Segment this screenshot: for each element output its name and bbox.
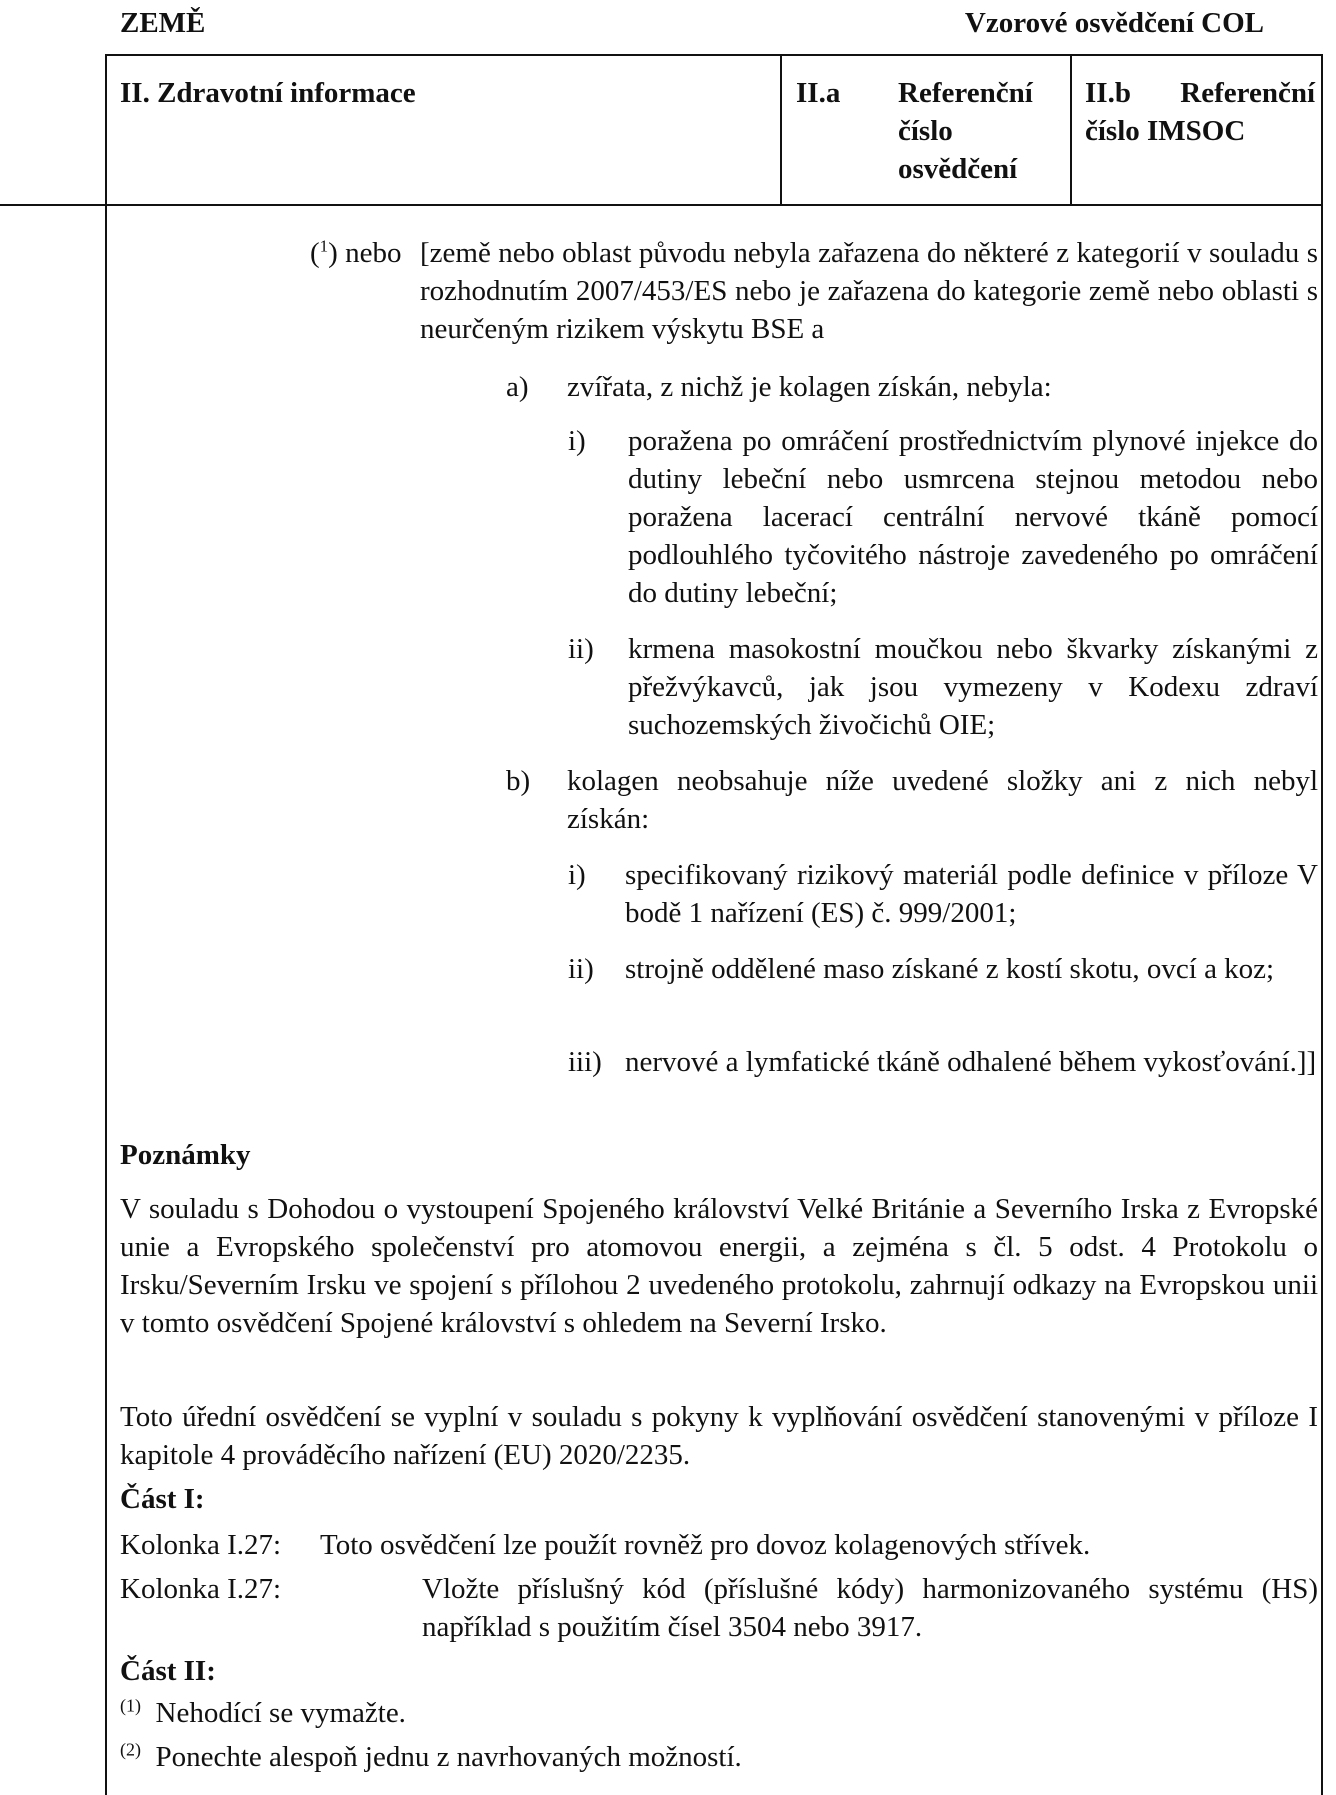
table-header-bottom-border [0, 204, 1323, 206]
part-1-row-2-label: Kolonka I.27: [120, 1573, 282, 1605]
footnote-ref-1: 1 [319, 236, 329, 256]
part-1-row-1-label: Kolonka I.27: [120, 1529, 282, 1561]
option-prefix: ($^1$) nebo [310, 236, 402, 269]
item-a-ii-label: ii) [568, 633, 594, 665]
column-b-divider [1070, 54, 1072, 206]
column-b-number: II.b [1085, 77, 1131, 109]
section-title: II. Zdravotní informace [120, 77, 416, 109]
item-a-i-label: i) [568, 425, 586, 457]
part-1-heading: Část I: [120, 1483, 205, 1515]
item-a-i-text: poražena po omráčení prostřednictvím plynové injekce do dutiny lebeční nebo usmrcena stejnou metodou nebo poražena lacerací centrální nervové tkáně pomocí podlouhlého tyčovitého nástroje zavedeného po omráčení do dutiny lebeční; [628, 425, 1318, 609]
option-text: [země nebo oblast původu nebyla zařazena do některé z kategorií v souladu s rozhodnutím 2007/453/ES nebo je zařazena do kategorie země nebo oblasti s neurčeným rizikem výskytu BSE a [420, 237, 1318, 345]
notes-paragraph-2: Toto úřední osvědčení se vyplní v souladu s pokyny k vyplňování osvědčení stanovenými v příloze I kapitole 4 prováděcího nařízení (EU) 2020/2235. [120, 1401, 1318, 1471]
item-b-i-label: i) [568, 859, 586, 891]
column-b-label-text: Referenční číslo IMSOC [1085, 77, 1315, 147]
part-1-row-2-text: Vložte příslušný kód (příslušné kódy) harmonizovaného systému (HS) například s použitím čísel 3504 nebo 3917. [422, 1573, 1318, 1643]
item-a-text: zvířata, z nichž je kolagen získán, nebyla: [567, 371, 1052, 403]
column-a-number: II.a [796, 77, 841, 109]
item-a-label: a) [506, 371, 529, 403]
item-b-iii-label: iii) [568, 1046, 602, 1078]
table-left-border [105, 54, 107, 1795]
table-right-border [1321, 54, 1323, 1795]
column-a-divider [780, 54, 782, 206]
footnote-text-2: Ponechte alespoň jednu z navrhovaných možností. [155, 1741, 742, 1773]
item-b-ii-text: strojně oddělené maso získané z kostí skotu, ovcí a koz; [625, 953, 1275, 985]
notes-paragraph-1: V souladu s Dohodou o vystoupení Spojeného království Velké Británie a Severního Irska z Evropské unie a Evropského společenství pro atomovou energii, a zejména s čl. 5 odst. 4 Protokolu o Irsku/Severním Irsku ve spojení s přílohou 2 uvedeného protokolu, zahrnují odkazy na Evropskou unii v tomto osvědčení Spojené království s ohledem na Severní Irsko. [120, 1193, 1318, 1339]
table-top-border [105, 54, 1323, 56]
part-2-footnote-1 [120, 1694, 406, 1732]
notes-heading: Poznámky [120, 1139, 251, 1171]
certificate-title: Vzorové osvědčení COL [964, 7, 1264, 39]
footnote-mark-2: (2) [120, 1739, 141, 1760]
item-b-i-text: specifikovaný rizikový materiál podle definice v příloze V bodě 1 nařízení (ES) č. 999/2001; [625, 859, 1318, 929]
part-2-footnote-2 [120, 1738, 742, 1776]
item-b-label: b) [506, 765, 531, 797]
column-a-label: Referenční číslo osvědčení [898, 77, 1033, 185]
part-1-row-1-text: Toto osvědčení lze použít rovněž pro dovoz kolagenových střívek. [320, 1529, 1091, 1561]
item-b-iii-text: nervové a lymfatické tkáně odhalené během vykosťování.]] [625, 1046, 1317, 1078]
option-or: nebo [345, 237, 402, 269]
footnote-mark-1: (1) [120, 1695, 141, 1716]
country-label: ZEMĚ [120, 7, 206, 39]
part-2-heading: Část II: [120, 1655, 216, 1687]
footnote-text-1: Nehodící se vymažte. [155, 1697, 406, 1729]
column-b-label [1085, 74, 1315, 150]
item-b-ii-label: ii) [568, 953, 594, 985]
item-b-text: kolagen neobsahuje níže uvedené složky ani z nich nebyl získán: [567, 765, 1318, 835]
item-a-ii-text: krmena masokostní moučkou nebo škvarky získanými z přežvýkavců, jak jsou vymezeny v Kodexu zdraví suchozemských živočichů OIE; [628, 633, 1318, 741]
